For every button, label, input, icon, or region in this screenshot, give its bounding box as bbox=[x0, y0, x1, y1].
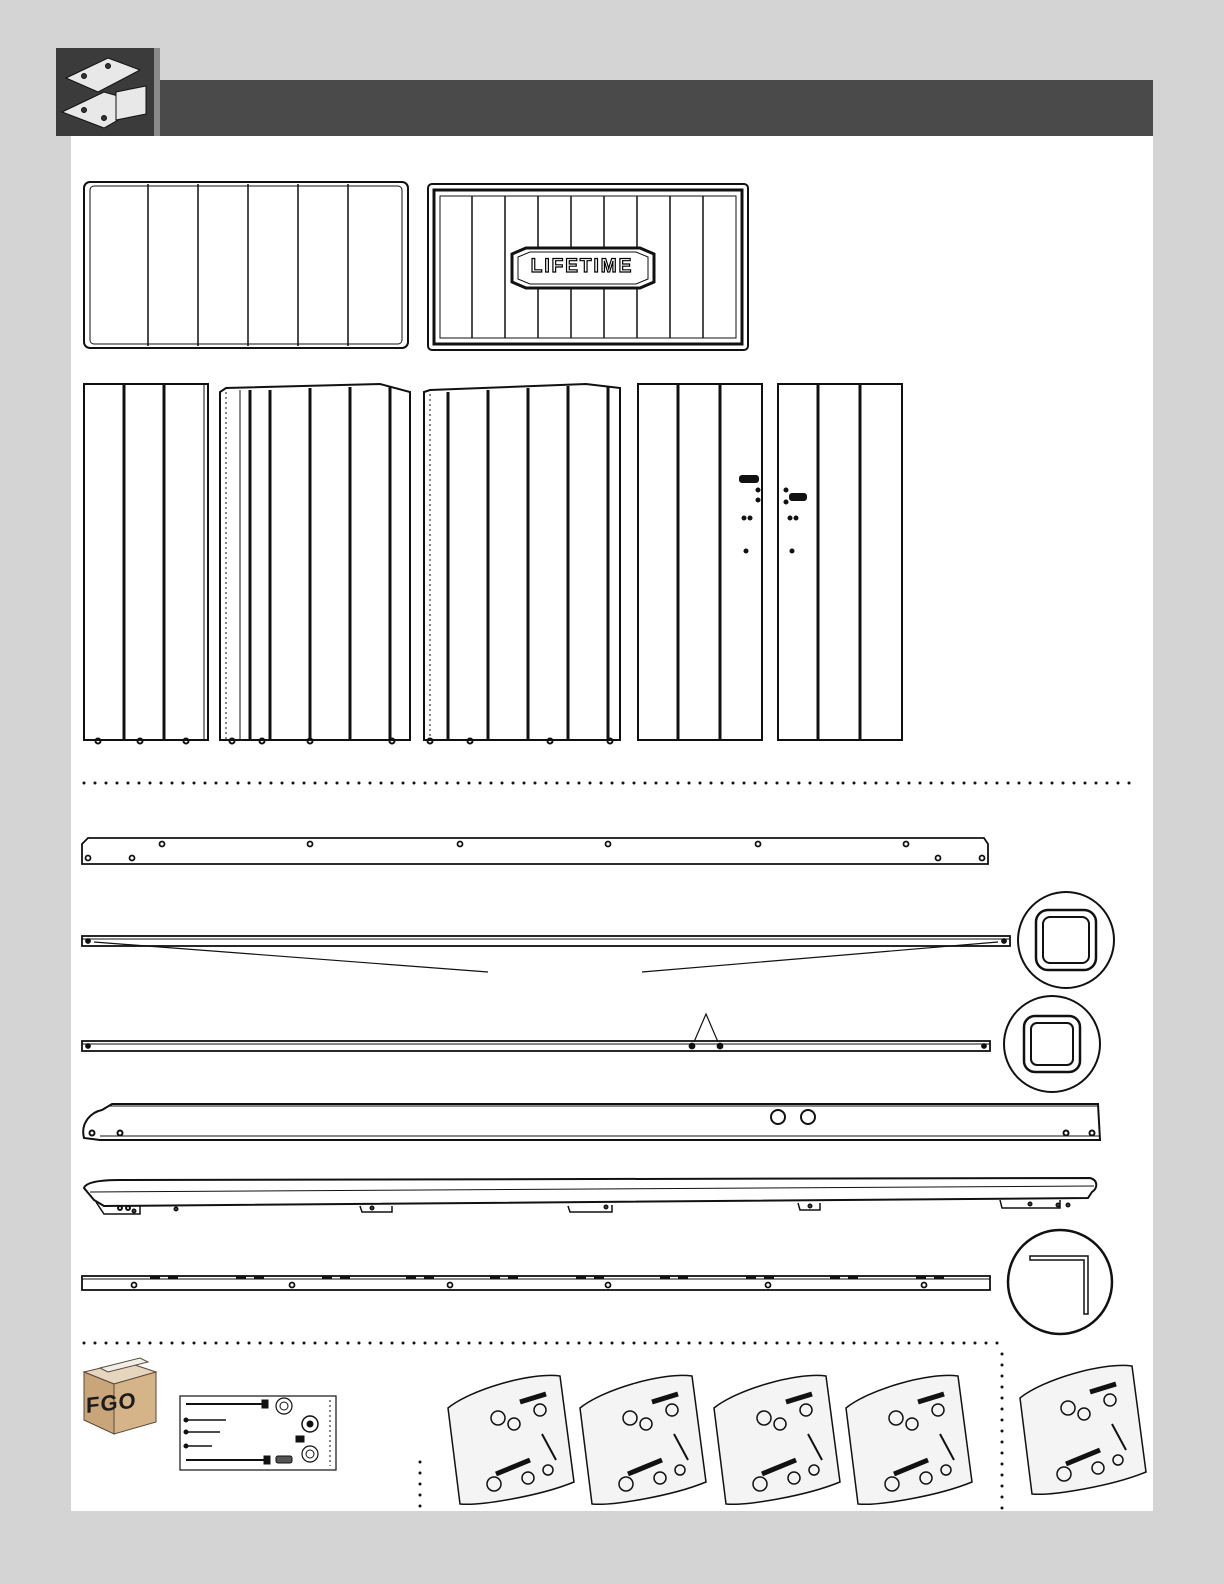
hardware-bag-1 bbox=[448, 1375, 574, 1504]
roof-trim bbox=[84, 1178, 1096, 1214]
hardware-box-label: FGO bbox=[86, 1387, 137, 1418]
roof-panel-a bbox=[84, 182, 408, 348]
hardware-bag-2 bbox=[580, 1375, 706, 1504]
hardware-bag-5 bbox=[1020, 1365, 1146, 1494]
rail-flat-holes bbox=[82, 838, 988, 864]
hardware-bag-3 bbox=[714, 1375, 840, 1504]
ridge-beam bbox=[83, 1104, 1100, 1140]
lifetime-logo-text: LIFETIME bbox=[530, 256, 634, 277]
angle-profile-circle bbox=[1008, 1230, 1112, 1334]
wall-panel-1 bbox=[84, 384, 208, 744]
wall-panel-3 bbox=[424, 384, 620, 744]
hardware-bag-4 bbox=[846, 1375, 972, 1504]
square-tube-long bbox=[82, 936, 1010, 972]
tube-profile-circle-1 bbox=[1018, 892, 1114, 988]
tube-profile-circle-2 bbox=[1004, 996, 1100, 1092]
square-tube-short bbox=[82, 1014, 990, 1051]
angle-rail bbox=[82, 1276, 990, 1290]
hardware-card bbox=[180, 1396, 336, 1470]
door-panel-left bbox=[638, 384, 762, 740]
bracket-hardware-icon bbox=[62, 58, 146, 128]
wall-panel-2 bbox=[220, 384, 410, 744]
door-panel-right bbox=[778, 384, 902, 740]
